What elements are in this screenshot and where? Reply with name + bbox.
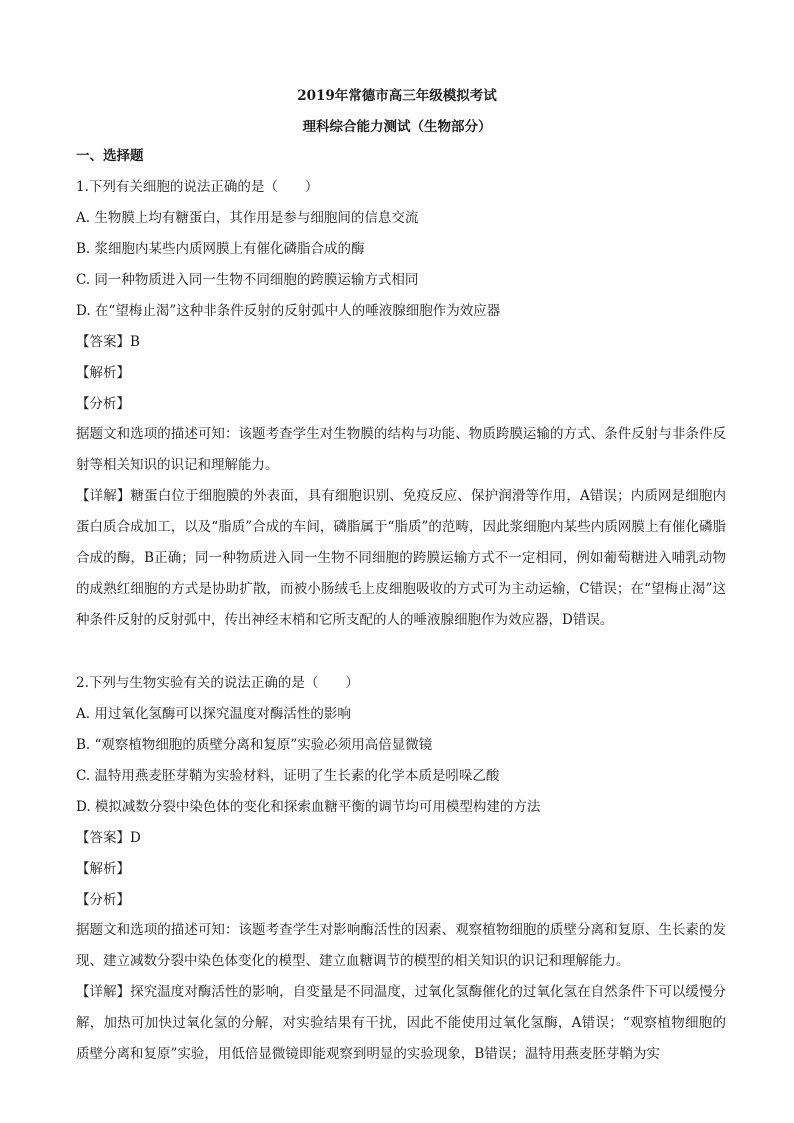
question-1-option-d: D. 在“望梅止渴”这种非条件反射的反射弧中人的唾液腺细胞作为效应器	[76, 303, 501, 319]
question-2-option-a: A. 用过氧化氢酶可以探究温度对酶活性的影响	[76, 706, 351, 722]
question-2-jiexi-label: 【解析】	[76, 861, 130, 877]
exam-subtitle: 理科综合能力测试（生物部分）	[302, 119, 492, 135]
question-2-option-c: C. 温特用燕麦胚芽鞘为实验材料，证明了生长素的化学本质是吲哚乙酸	[76, 768, 500, 784]
question-2-analysis: 据题文和选项的描述可知：该题考查学生对影响酶活性的因素、观察植物细胞的质壁分离和复原、生长素的发现、建立减数分裂中染色体变化的模型、建立血糖调节的模型的相关知识的识记和理解能力。	[76, 922, 726, 969]
question-1-analysis: 据题文和选项的描述可知：该题考查学生对生物膜的结构与功能、物质跨膜运输的方式、条件反射与非条件反射等相关知识的识记和理解能力。	[76, 426, 726, 473]
question-1-answer: 【答案】B	[76, 334, 140, 350]
question-2-detail: 【详解】探究温度对酶活性的影响，自变量是不同温度，过氧化氢酶催化的过氧化氢在自然条件下可以缓慢分解，加热可加快过氧化氢的分解，对实验结果有干扰，因此不能使用过氧化氢酶，A错误；“观察植物细胞的质壁分离和复原”实验，用低倍显微镜即能观察到明显的实验现象，B错误；温特用燕麦胚芽鞘为实	[76, 984, 726, 1062]
question-1-option-a: A. 生物膜上均有糖蛋白，其作用是参与细胞间的信息交流	[76, 210, 419, 226]
question-1-option-c: C. 同一种物质进入同一生物不同细胞的跨膜运输方式相同	[76, 272, 419, 288]
question-1-jiexi-label: 【解析】	[76, 365, 130, 381]
question-1-fenxi-label: 【分析】	[76, 396, 130, 412]
question-1-stem: 1.下列有关细胞的说法正确的是（ ）	[76, 179, 319, 195]
exam-title: 2019年常德市高三年级模拟考试	[297, 88, 497, 104]
question-1-detail: 【详解】糖蛋白位于细胞膜的外表面，具有细胞识别、免疫反应、保护润滑等作用，A错误；内质网是细胞内蛋白质合成加工，以及“脂质”合成的车间，磷脂属于“脂质”的范畴，因此浆细胞内某些内质网膜上有催化磷脂合成的酶，B正确；同一种物质进入同一生物不同细胞的跨膜运输方式不一定相同，例如葡萄糖进入哺乳动物的成熟红细胞的方式是协助扩散，而被小肠绒毛上皮细胞吸收的方式可为主动运输，C错误；在“望梅止渴”这种条件反射的反射弧中，传出神经末梢和它所支配的人的唾液腺细胞作为效应器，D错误。	[76, 488, 726, 628]
question-2-option-d: D. 模拟减数分裂中染色体的变化和探索血糖平衡的调节均可用模型构建的方法	[76, 799, 541, 815]
section-heading: 一、选择题	[76, 148, 144, 164]
question-2-option-b: B. “观察植物细胞的质壁分离和复原”实验必须用高倍显微镜	[76, 737, 433, 753]
question-1-option-b: B. 浆细胞内某些内质网膜上有催化磷脂合成的酶	[76, 241, 365, 257]
question-2-fenxi-label: 【分析】	[76, 892, 130, 908]
question-2-answer: 【答案】D	[76, 830, 141, 846]
question-2-stem: 2.下列与生物实验有关的说法正确的是（ ）	[76, 675, 359, 691]
